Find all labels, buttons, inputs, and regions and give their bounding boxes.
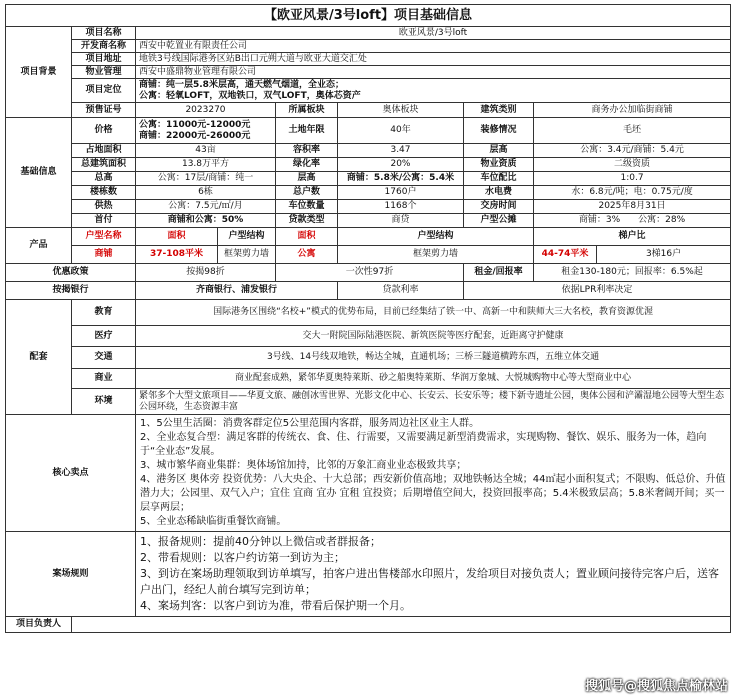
permit-label: 预售证号 — [72, 103, 136, 118]
site-rules — [136, 532, 731, 617]
green: 20% — [338, 158, 464, 172]
buildings-label: 楼栋数 — [72, 186, 136, 200]
units: 1760户 — [338, 186, 464, 200]
product-header-ratio: 梯户比 — [534, 228, 731, 246]
product-apartment-area: 44-74平米 — [534, 246, 597, 264]
far: 3.47 — [338, 144, 464, 158]
price-shop: 商铺：22000元-26000元 — [139, 130, 251, 141]
rent: 租金130-180元；回报率：6.5%起 — [534, 264, 731, 282]
property-mgmt-label: 物业管理 — [72, 66, 136, 79]
selling-point: 4、港务区 奥体旁 投资优势：八大央企、十大总部；西安新价值高地；双地铁畅达全城；44㎡起小面积复式；不限购、低总价、升值潜力大；公园里、双气入户；宜住 宜商 宜办 宜租 宜投资；后期增值空间大，投资回报率高；5.4米极致层高；5.8米奢阔开间；买一层享两层； — [140, 474, 726, 513]
down-payment: 商铺和公寓：50% — [136, 214, 276, 228]
loan-type-label: 贷款类型 — [276, 214, 338, 228]
positioning-apartment: 公寓：轻氧LOFT，双地铁口，双气LOFT，奥体芯资产 — [139, 90, 361, 101]
product-apartment: 公寓 — [276, 246, 338, 264]
rule-item: 4、案场判客：以客户到访为准，带看后保护期一个月。 — [140, 599, 411, 612]
parking-count: 1168个 — [338, 200, 464, 214]
rule-item: 2、带看规则：以客户约访第一到访为主； — [140, 551, 345, 564]
promo-lumpsum: 一次性97折 — [276, 264, 464, 282]
product-header-area-2: 面积 — [276, 228, 338, 246]
down-payment-label: 首付 — [72, 214, 136, 228]
parking-count-label: 车位数量 — [276, 200, 338, 214]
product-header-type: 户型名称 — [72, 228, 136, 246]
product-header-structure: 户型结构 — [218, 228, 276, 246]
permit: 2023270 — [136, 103, 276, 118]
utilities: 水：6.8元/吨；电：0.75元/度 — [534, 186, 731, 200]
units-label: 总户数 — [276, 186, 338, 200]
product-shop: 商铺 — [72, 246, 136, 264]
commerce-label: 商业 — [72, 369, 136, 389]
education: 国际港务区围绕“名校+”模式的优势布局，目前已经集结了铁一中、高新一中和陕师大三大名校，教育资源优渥 — [136, 300, 731, 326]
product-header-area: 面积 — [136, 228, 218, 246]
gfa-label: 总建筑面积 — [72, 158, 136, 172]
developer: 西安中乾置业有限责任公司 — [136, 40, 731, 53]
section-manager: 项目负责人 — [6, 617, 72, 633]
positioning-shop: 商铺：纯一层5.8米层高，通天燃气烟道，全业态； — [139, 79, 344, 90]
delivery: 2025年8月31日 — [534, 200, 731, 214]
info-table — [5, 4, 731, 633]
environment-label: 环境 — [72, 389, 136, 415]
storey-height-label: 层高 — [464, 144, 534, 158]
selling-point: 1、5公里生活圈：消费客群定位5公里范围内客群，服务周边社区业主人群。 — [140, 418, 480, 429]
land-area-label: 占地面积 — [72, 144, 136, 158]
banks: 齐商银行、浦发银行 — [136, 282, 338, 300]
product-apartment-structure: 框架剪力墙 — [338, 246, 534, 264]
section-rules: 案场规则 — [6, 532, 136, 617]
far-label: 容积率 — [276, 144, 338, 158]
block: 奥体板块 — [338, 103, 464, 118]
project-name-label: 项目名称 — [72, 27, 136, 40]
block-label: 所属板块 — [276, 103, 338, 118]
pool-share-label: 户型公摊 — [464, 214, 534, 228]
section-background: 项目背景 — [6, 27, 72, 118]
address-label: 项目地址 — [72, 53, 136, 66]
pm-qual: 二级资质 — [534, 158, 731, 172]
section-promo: 优惠政策 — [6, 264, 136, 282]
rent-label: 租金/回报率 — [464, 264, 534, 282]
section-product: 产品 — [6, 228, 72, 264]
rule-item: 1、报备规则：提前40分钟以上微信或者群报备； — [140, 535, 381, 548]
medical-label: 医疗 — [72, 326, 136, 347]
price-label: 价格 — [72, 118, 136, 144]
address: 地铁3号线国际港务区站B出口元朔大道与欧亚大道交汇处 — [136, 53, 731, 66]
section-selling: 核心卖点 — [6, 415, 136, 532]
traffic-label: 交通 — [72, 347, 136, 369]
pool-share: 商铺：3% 公寓：28% — [534, 214, 731, 228]
parking-ratio-label: 车位配比 — [464, 172, 534, 186]
delivery-label: 交房时间 — [464, 200, 534, 214]
price-apartment: 公寓：11000元-12000元 — [139, 119, 251, 130]
land-term: 40年 — [338, 118, 464, 144]
education-label: 教育 — [72, 300, 136, 326]
medical: 交大一附院国际陆港医院、新筑医院等医疗配套，近距离守护健康 — [136, 326, 731, 347]
property-mgmt: 西安中盛鼎物业管理有限公司 — [136, 66, 731, 79]
land-term-label: 土地年限 — [276, 118, 338, 144]
loan-type: 商贷 — [338, 214, 464, 228]
developer-label: 开发商名称 — [72, 40, 136, 53]
floor-height-label: 层高 — [276, 172, 338, 186]
manager — [72, 617, 731, 633]
selling-point: 2、全业态复合型：满足客群的传统衣、食、住、行需要，又需要满足新型消费需求，实现购物、餐饮、娱乐、服务为一体，趋向于“全业态”发展。 — [140, 432, 707, 457]
floor-height: 商铺：5.8米/公寓：5.4米 — [338, 172, 464, 186]
floors: 公寓：17层/商铺：纯一 — [136, 172, 276, 186]
gfa: 13.8万平方 — [136, 158, 276, 172]
loan-rate: 依据LPR利率决定 — [464, 282, 731, 300]
storey-height: 公寓：3.4元/商铺：5.4元 — [534, 144, 731, 158]
project-info-sheet — [5, 4, 730, 633]
utilities-label: 水电费 — [464, 186, 534, 200]
heating-label: 供热 — [72, 200, 136, 214]
floors-label: 总高 — [72, 172, 136, 186]
product-shop-area: 37-108平米 — [136, 246, 218, 264]
promo-mortgage: 按揭98折 — [136, 264, 276, 282]
selling-point: 5、全业态稀缺临街重餐饮商铺。 — [140, 516, 287, 527]
traffic: 3号线、14号线双地铁，畅达全城，直通机场；三桥三隧道横跨东西，五维立体交通 — [136, 347, 731, 369]
green-label: 绿化率 — [276, 158, 338, 172]
decoration-label: 装修情况 — [464, 118, 534, 144]
sheet-title: 【欧亚风景/3号loft】项目基础信息 — [6, 5, 731, 27]
price — [136, 118, 276, 144]
product-ratio: 3梯16户 — [597, 246, 731, 264]
building-type-label: 建筑类别 — [464, 103, 534, 118]
loan-rate-label: 贷款利率 — [338, 282, 464, 300]
product-shop-structure: 框架剪力墙 — [218, 246, 276, 264]
rule-item: 3、到访在案场助理领取到访单填写，拍客户进出售楼部水印照片，发给项目对接负责人；置业顾问接待完客户后，送客户出门，经纪人前台填写完到访单； — [140, 567, 719, 596]
selling-point: 3、城市繁华商业集群：奥体场馆加持，比邻的万象汇商业业态极致共享； — [140, 460, 467, 471]
environment: 紧邻多个大型文旅项目——华夏文旅、融创冰雪世界、光影文化中心、长安云、长安乐等；楼下新寺遗址公园，奥体公园和浐灞湿地公园等大型生态公园环绕，生态资源丰富 — [136, 389, 731, 415]
decoration: 毛坯 — [534, 118, 731, 144]
pm-qual-label: 物业资质 — [464, 158, 534, 172]
product-header-structure-2: 户型结构 — [338, 228, 534, 246]
positioning — [136, 79, 731, 103]
building-type: 商务办公加临街商铺 — [534, 103, 731, 118]
watermark: 搜狐号@搜狐焦点榆林站 — [584, 679, 728, 694]
commerce: 商业配套成熟，紧邻华夏奥特莱斯、砂之船奥特莱斯、华润万象城、大悦城购物中心等大型商业中心 — [136, 369, 731, 389]
buildings: 6栋 — [136, 186, 276, 200]
section-bank: 按揭银行 — [6, 282, 136, 300]
section-basic: 基础信息 — [6, 118, 72, 228]
selling-points — [136, 415, 731, 532]
land-area: 43亩 — [136, 144, 276, 158]
parking-ratio: 1:0.7 — [534, 172, 731, 186]
positioning-label: 项目定位 — [72, 79, 136, 103]
heating: 公寓：7.5元/㎡/月 — [136, 200, 276, 214]
project-name: 欧亚风景/3号loft — [136, 27, 731, 40]
section-facilities: 配套 — [6, 300, 72, 415]
